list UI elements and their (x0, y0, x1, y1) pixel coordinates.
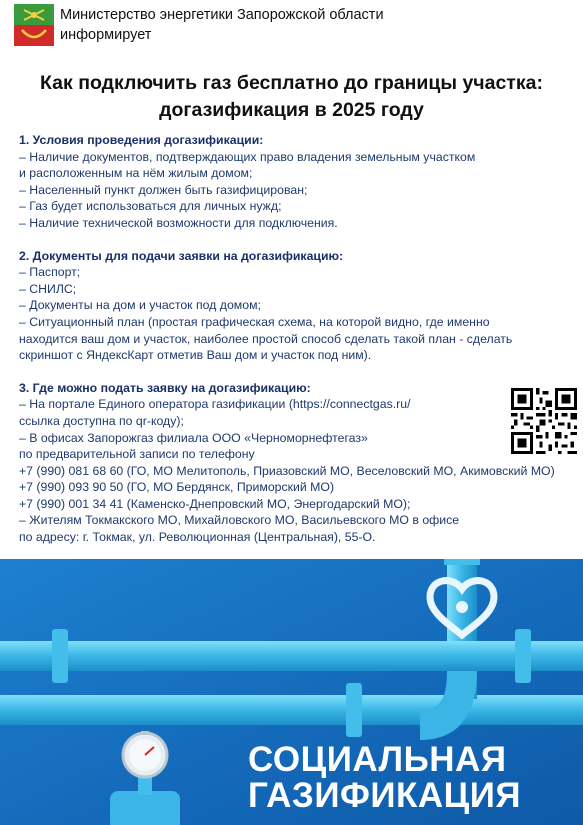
phone-line: +7 (990) 001 34 41 (Каменско-Днепровский МО, Энергодарский МО); (19, 496, 411, 511)
section-line: – Жителям Токмакского МО, Михайловского МО, Васильевского МО в офисе (19, 513, 460, 528)
section-documents (19, 248, 583, 364)
section-line: – СНИЛС; (19, 281, 77, 296)
section-line: – Газ будет использоваться для личных нужд; (19, 199, 282, 214)
section-line: по адресу: г. Токмак, ул. Революционная (Центральная), 55-О. (19, 530, 376, 545)
section-heading: 3. Где можно подать заявку на догазификацию: (19, 380, 311, 395)
title-line-2: догазификация в 2025 году (159, 99, 424, 121)
section-line: и расположенным на нём жилым домом; (19, 166, 253, 181)
header (14, 4, 384, 48)
section-line: находится ваш дом и участок, наиболее простой способ сделать такой план - сделать (19, 331, 513, 346)
section-line: – Документы на дом и участок под домом; (19, 298, 261, 313)
section-line: по предварительной записи по телефону (19, 447, 255, 462)
section-line: ссылка доступна по qr-коду); (19, 413, 184, 428)
section-line: – Наличие технической возможности для подключения. (19, 215, 338, 230)
section-line: – Ситуационный план (простая графическая схема, на которой видно, где именно (19, 314, 490, 329)
qr-code-icon[interactable] (511, 388, 577, 454)
section-heading: 1. Условия проведения догазификации: (19, 133, 264, 147)
section-line[interactable]: – На портале Единого оператора газификации (https://connectgas.ru/ (19, 397, 411, 412)
section-line: – В офисах Запорожгаз филиала ООО «Черноморнефтегаз» (19, 430, 368, 445)
page-title (0, 70, 583, 124)
section-where-to-apply (19, 380, 583, 546)
coat-of-arms-icon (14, 4, 54, 46)
section-line: скриншот с ЯндексКарт отметив Ваш дом и участок под ним). (19, 348, 372, 363)
title-line-1: Как подключить газ бесплатно до границы участка: (40, 72, 543, 94)
section-line: – Населенный пункт должен быть газифицирован; (19, 182, 308, 197)
phone-line: +7 (990) 093 90 50 (ГО, МО Бердянск, Приморский МО) (19, 480, 335, 495)
banner-line-2: ГАЗИФИКАЦИЯ (248, 776, 522, 815)
org-line-1: Министерство энергетики Запорожской области (60, 7, 384, 23)
section-conditions (19, 132, 583, 232)
section-line: – Паспорт; (19, 265, 81, 280)
section-heading: 2. Документы для подачи заявки на догазификацию: (19, 248, 344, 263)
content (19, 132, 583, 562)
banner-line-1: СОЦИАЛЬНАЯ (248, 740, 507, 779)
banner-title (248, 742, 521, 814)
section-line: – Наличие документов, подтверждающих право владения земельным участком (19, 149, 476, 164)
phone-line: +7 (990) 081 68 60 (ГО, МО Мелитополь, Приазовский МО, Веселовский МО, Акимовский МО) (19, 463, 555, 478)
organization-name (60, 5, 384, 45)
org-line-2: информирует (60, 27, 152, 43)
